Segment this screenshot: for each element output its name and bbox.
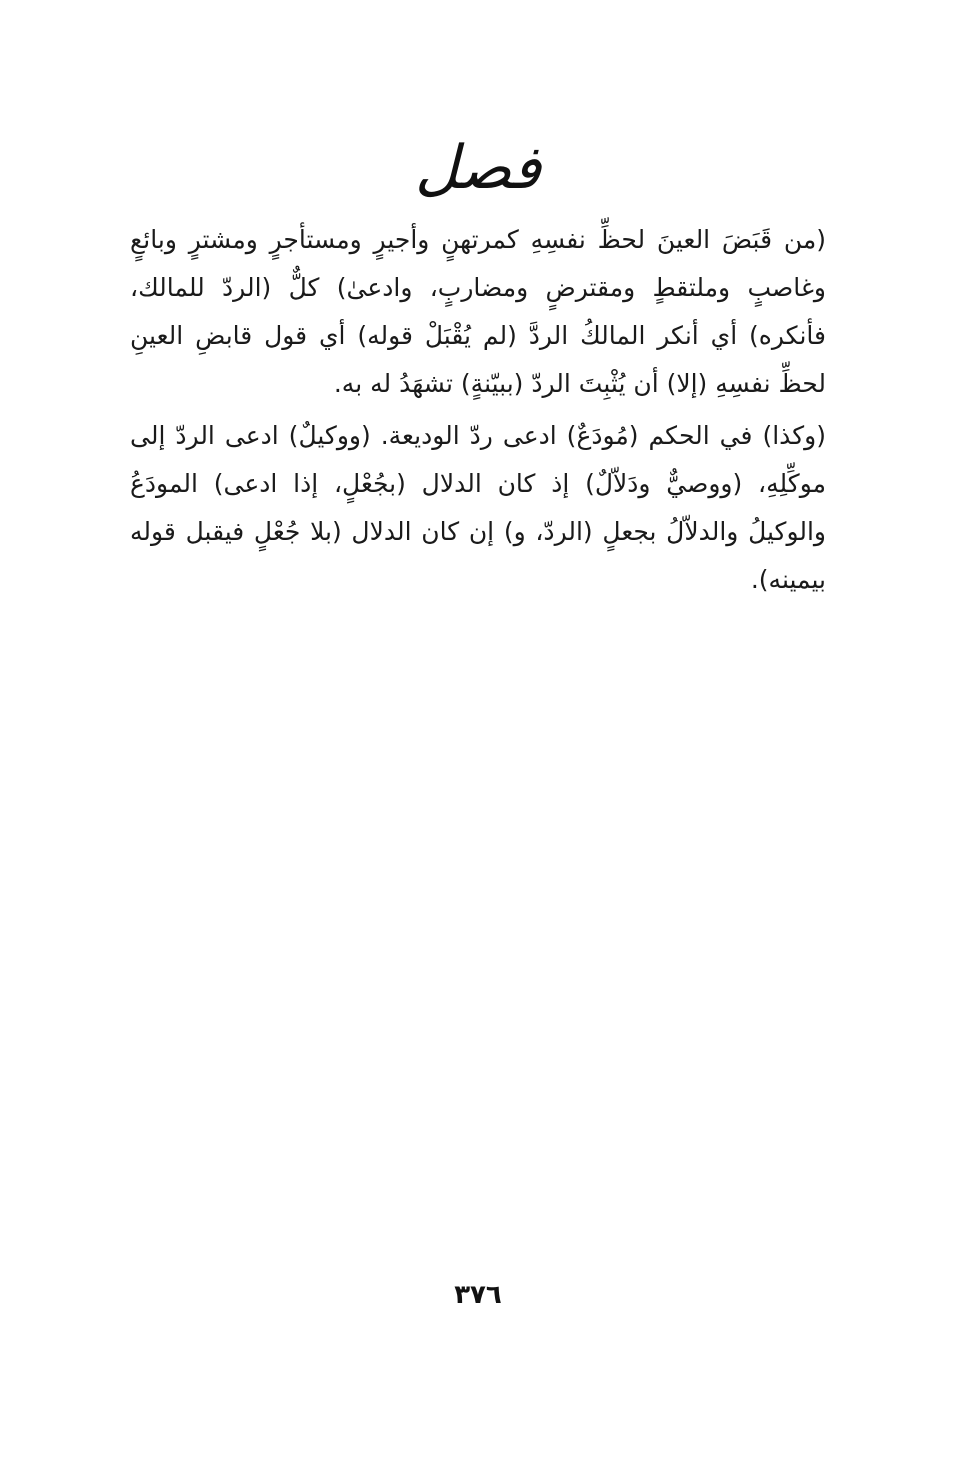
paragraph-2: (وكذا) في الحكم (مُودَعٌ) ادعى ردّ الوديعة. (ووكيلٌ) ادعى الردّ إلى موكِّلِهِ، (ووصيٌّ ودَلاّلٌ) إذ كان الدلال (بجُعْلٍ، إذا ادعى) المودَعُ والوكيلُ والدلاّلُ بجعلٍ (الردّ، و) إن كان الدلال (بلا جُعْلٍ فيقبل قوله بيمينه). — [130, 421, 826, 594]
section-heading: فصل — [414, 133, 542, 203]
paragraph-1: (من قَبَضَ العينَ لحظِّ نفسِهِ كمرتهنٍ وأجيرٍ ومستأجرٍ ومشترٍ وبائعٍ وغاصبٍ وملتقطٍ ومقترضٍ ومضاربٍ، وادعىٰ) كلٌّ (الردّ للمالك، فأنكره) أي أنكر المالكُ الردَّ (لم يُقْبَلْ قوله) أي قول قابضِ العينِ لحظِّ نفسِهِ (إلا) أن يُثْبِتَ الردّ (ببيّنةٍ) تشهَدُ له به. — [130, 225, 826, 398]
page-number: ٣٧٦ — [454, 1280, 502, 1310]
